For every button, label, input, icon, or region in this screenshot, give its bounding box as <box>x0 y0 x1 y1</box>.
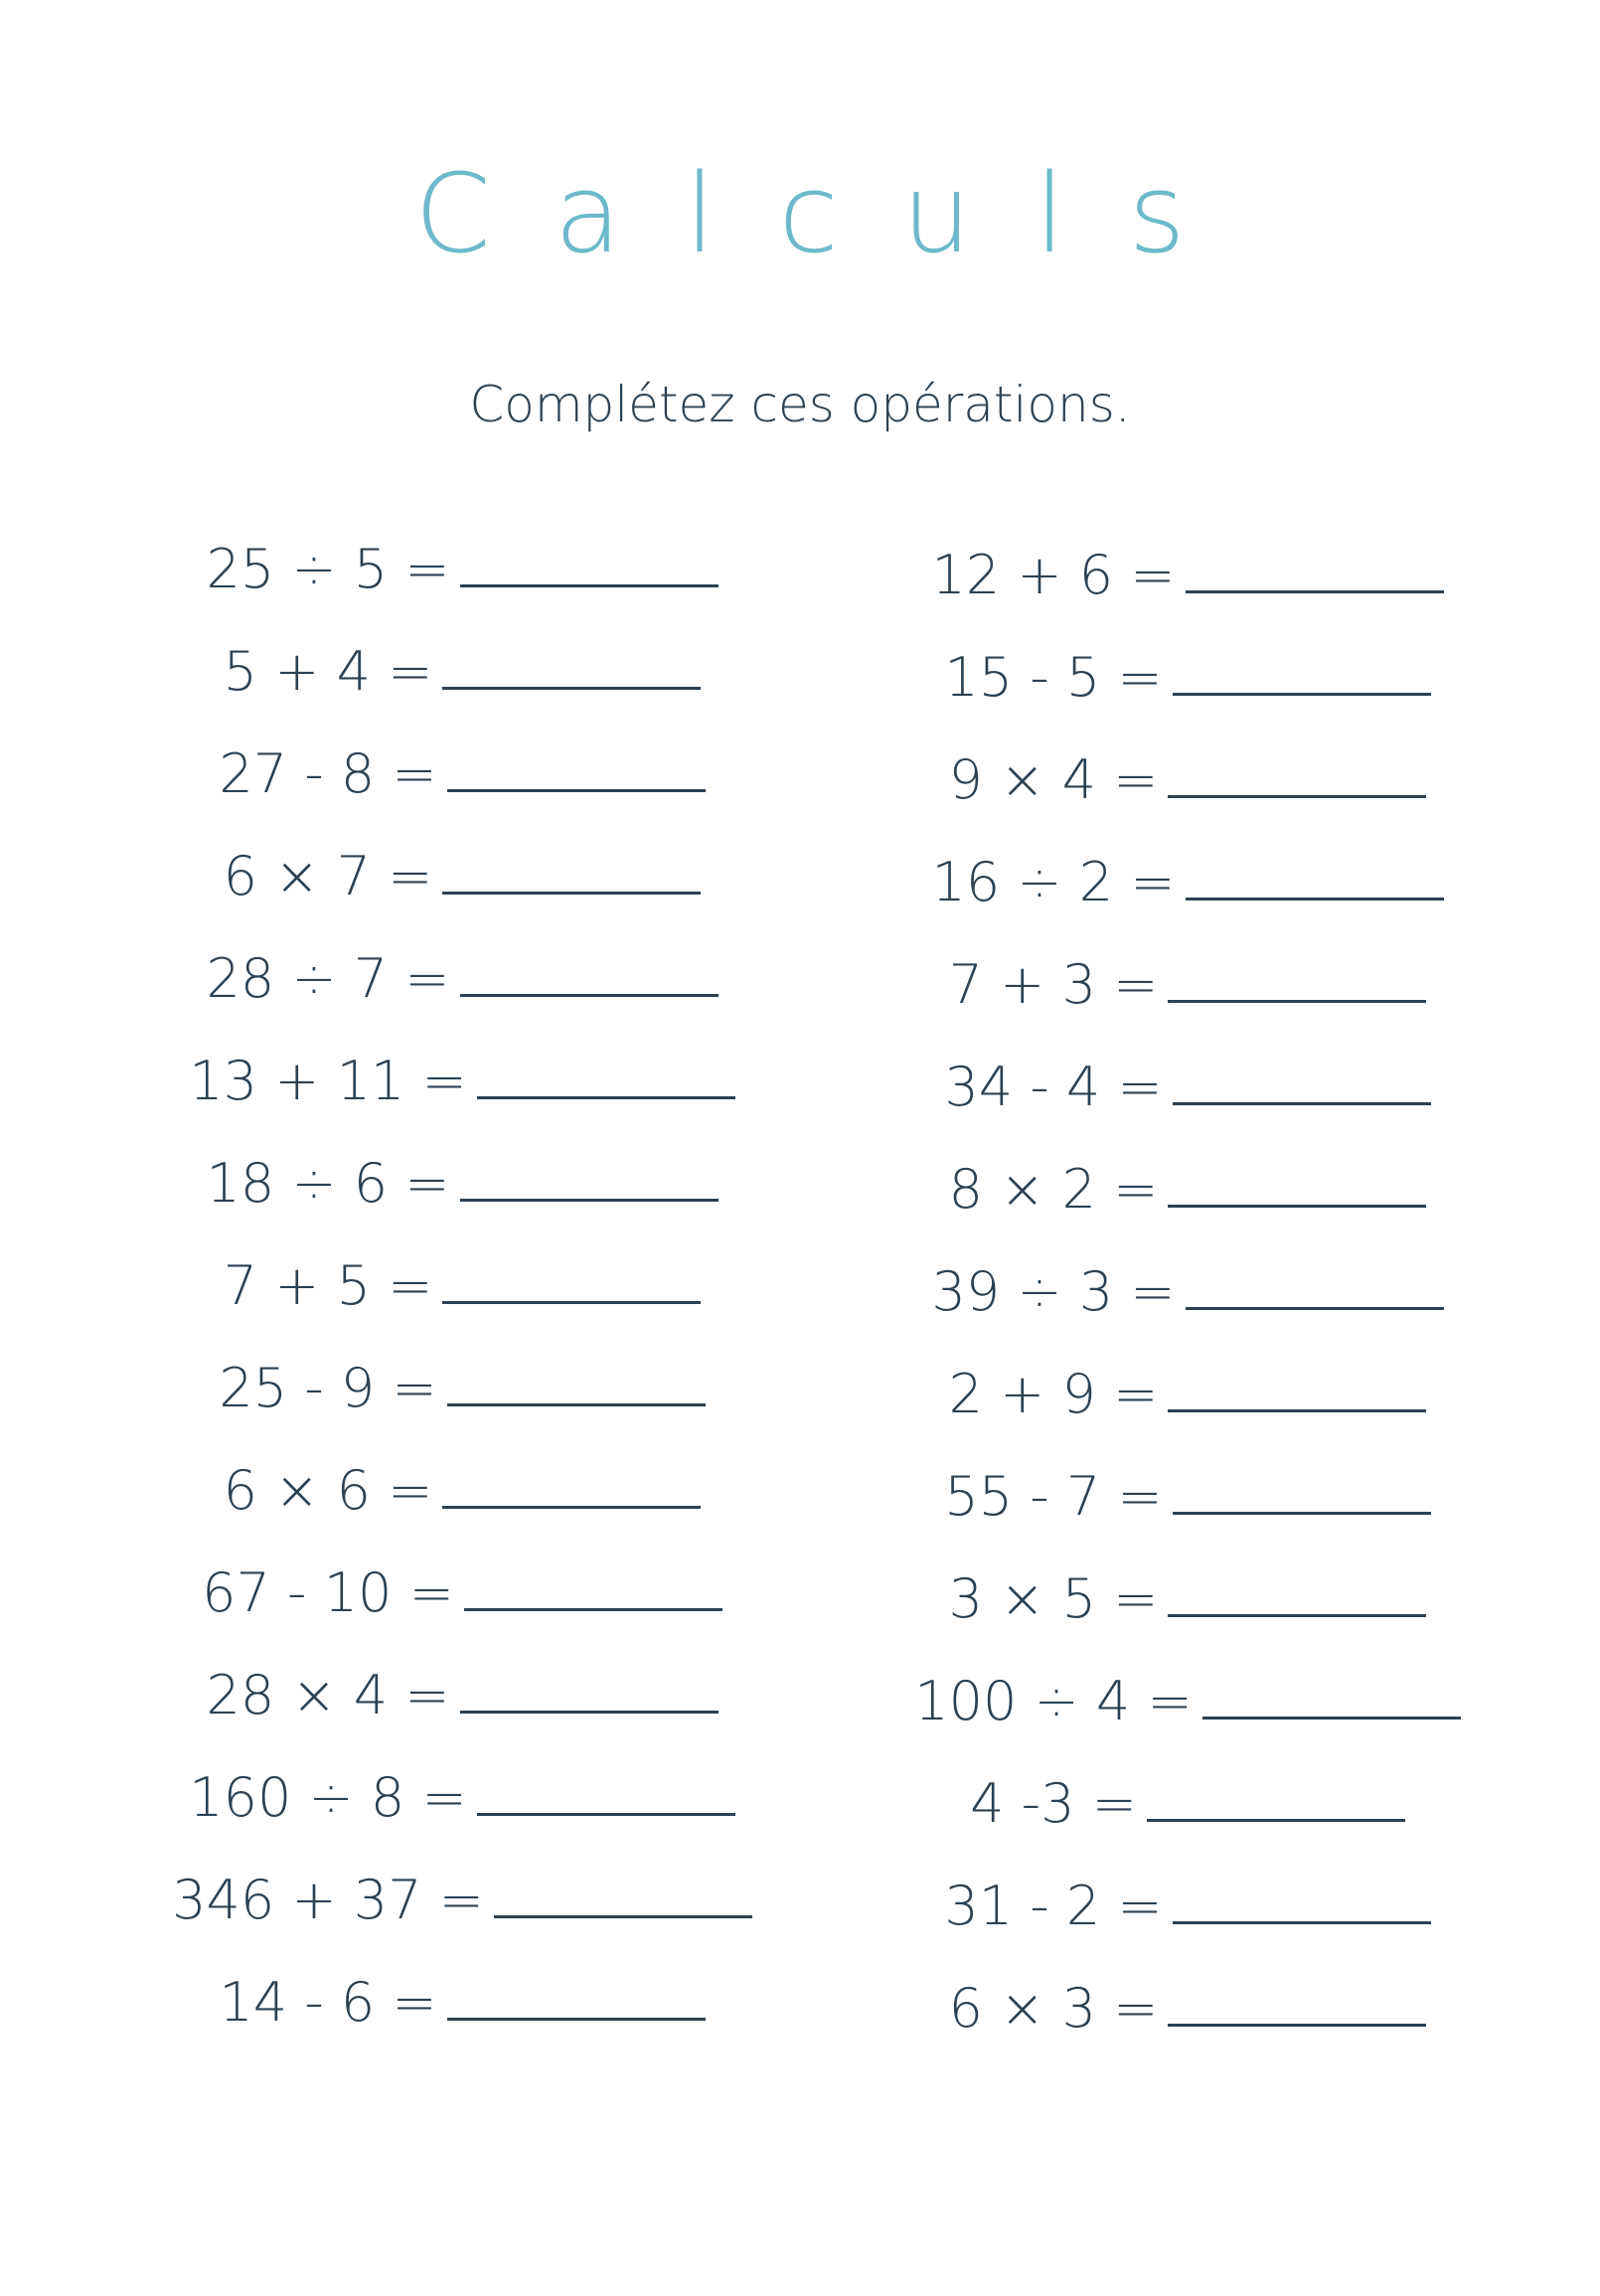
exercise-expression: 7 + 3 = <box>948 953 1159 1016</box>
answer-blank[interactable] <box>1173 1464 1431 1515</box>
exercise-item <box>114 844 810 946</box>
answer-blank[interactable] <box>442 639 701 690</box>
answer-blank[interactable] <box>1168 1976 1426 2027</box>
answer-blank[interactable] <box>460 1151 719 1202</box>
exercise-expression: 16 ÷ 2 = <box>931 851 1176 913</box>
exercise-item <box>840 1253 1535 1356</box>
exercise-item <box>840 844 1535 946</box>
answer-blank[interactable] <box>494 1868 752 1918</box>
answer-blank[interactable] <box>1173 1874 1431 1924</box>
exercise-expression: 55 - 7 = <box>944 1465 1163 1528</box>
exercise-item <box>840 1765 1535 1868</box>
answer-blank[interactable] <box>1168 747 1426 798</box>
answer-blank[interactable] <box>1186 543 1444 593</box>
exercise-item <box>840 1356 1535 1458</box>
exercise-expression: 13 + 11 = <box>189 1050 467 1112</box>
exercise-expression: 8 × 2 = <box>948 1158 1159 1221</box>
exercise-expression: 346 + 37 = <box>172 1869 484 1931</box>
answer-blank[interactable] <box>442 844 701 895</box>
exercise-expression: 18 ÷ 6 = <box>206 1152 450 1215</box>
exercise-expression: 31 - 2 = <box>944 1875 1163 1937</box>
answer-blank[interactable] <box>1173 1055 1431 1105</box>
exercise-expression: 4 -3 = <box>970 1772 1137 1835</box>
left-exercise-column <box>114 537 810 2072</box>
exercise-item <box>114 1765 810 1868</box>
exercise-expression: 2 + 9 = <box>948 1363 1159 1425</box>
exercise-expression: 67 - 10 = <box>202 1561 454 1624</box>
exercise-expression: 160 ÷ 8 = <box>189 1766 467 1829</box>
exercise-item <box>114 1356 810 1458</box>
exercise-item <box>840 537 1535 639</box>
answer-blank[interactable] <box>1202 1669 1461 1720</box>
exercise-expression: 6 × 7 = <box>223 845 433 907</box>
exercise-item <box>114 1868 810 1970</box>
exercise-expression: 39 ÷ 3 = <box>931 1260 1176 1323</box>
exercise-expression: 27 - 8 = <box>219 742 437 805</box>
answer-blank[interactable] <box>442 1253 701 1304</box>
exercise-expression: 25 - 9 = <box>219 1357 437 1419</box>
answer-blank[interactable] <box>477 1765 735 1816</box>
answer-blank[interactable] <box>1168 952 1426 1003</box>
exercise-item <box>840 1868 1535 1970</box>
answer-blank[interactable] <box>464 1560 722 1611</box>
exercise-expression: 5 + 4 = <box>223 640 433 703</box>
answer-blank[interactable] <box>1168 1362 1426 1412</box>
answer-blank[interactable] <box>442 1458 701 1509</box>
exercise-expression: 6 × 6 = <box>223 1459 433 1522</box>
answer-blank[interactable] <box>1186 850 1444 901</box>
exercise-item <box>840 1560 1535 1663</box>
exercise-expression: 25 ÷ 5 = <box>206 538 450 600</box>
answer-blank[interactable] <box>447 1970 706 2021</box>
exercise-item <box>840 1458 1535 1560</box>
answer-blank[interactable] <box>447 1356 706 1406</box>
exercise-expression: 9 × 4 = <box>948 748 1159 811</box>
exercise-expression: 28 × 4 = <box>206 1664 450 1726</box>
exercise-item <box>114 1049 810 1151</box>
exercise-item <box>840 1049 1535 1151</box>
exercise-expression: 12 + 6 = <box>931 544 1176 606</box>
answer-blank[interactable] <box>1147 1771 1405 1822</box>
exercise-item <box>114 1253 810 1356</box>
exercise-item <box>114 639 810 741</box>
exercise-item <box>114 1458 810 1560</box>
exercise-item <box>114 537 810 639</box>
exercise-expression: 7 + 5 = <box>223 1254 433 1317</box>
exercise-item <box>840 741 1535 844</box>
exercise-expression: 28 ÷ 7 = <box>206 947 450 1010</box>
exercise-expression: 6 × 3 = <box>948 1977 1159 2040</box>
answer-blank[interactable] <box>460 946 719 997</box>
exercise-expression: 100 ÷ 4 = <box>914 1670 1193 1732</box>
answer-blank[interactable] <box>1186 1259 1444 1310</box>
exercise-item <box>840 946 1535 1049</box>
exercise-item <box>840 1151 1535 1253</box>
exercise-item <box>114 741 810 844</box>
exercise-item <box>840 1663 1535 1765</box>
exercise-expression: 34 - 4 = <box>944 1056 1163 1118</box>
exercise-item <box>840 639 1535 741</box>
exercise-item <box>114 1151 810 1253</box>
exercise-item <box>114 1560 810 1663</box>
answer-blank[interactable] <box>1168 1566 1426 1617</box>
exercise-expression: 15 - 5 = <box>944 646 1163 709</box>
exercise-item <box>114 946 810 1049</box>
answer-blank[interactable] <box>1168 1157 1426 1208</box>
instructions-text: Complétez ces opérations. <box>469 376 1131 433</box>
exercise-expression: 3 × 5 = <box>948 1567 1159 1630</box>
answer-blank[interactable] <box>447 741 706 792</box>
exercise-item <box>840 1970 1535 2072</box>
exercise-item <box>114 1970 810 2072</box>
answer-blank[interactable] <box>460 537 719 587</box>
exercise-item <box>114 1663 810 1765</box>
page-title: Calculs <box>414 150 1249 277</box>
answer-blank[interactable] <box>1173 645 1431 696</box>
answer-blank[interactable] <box>477 1049 735 1099</box>
exercise-expression: 14 - 6 = <box>219 1971 437 2034</box>
answer-blank[interactable] <box>460 1663 719 1714</box>
right-exercise-column <box>840 537 1535 2072</box>
